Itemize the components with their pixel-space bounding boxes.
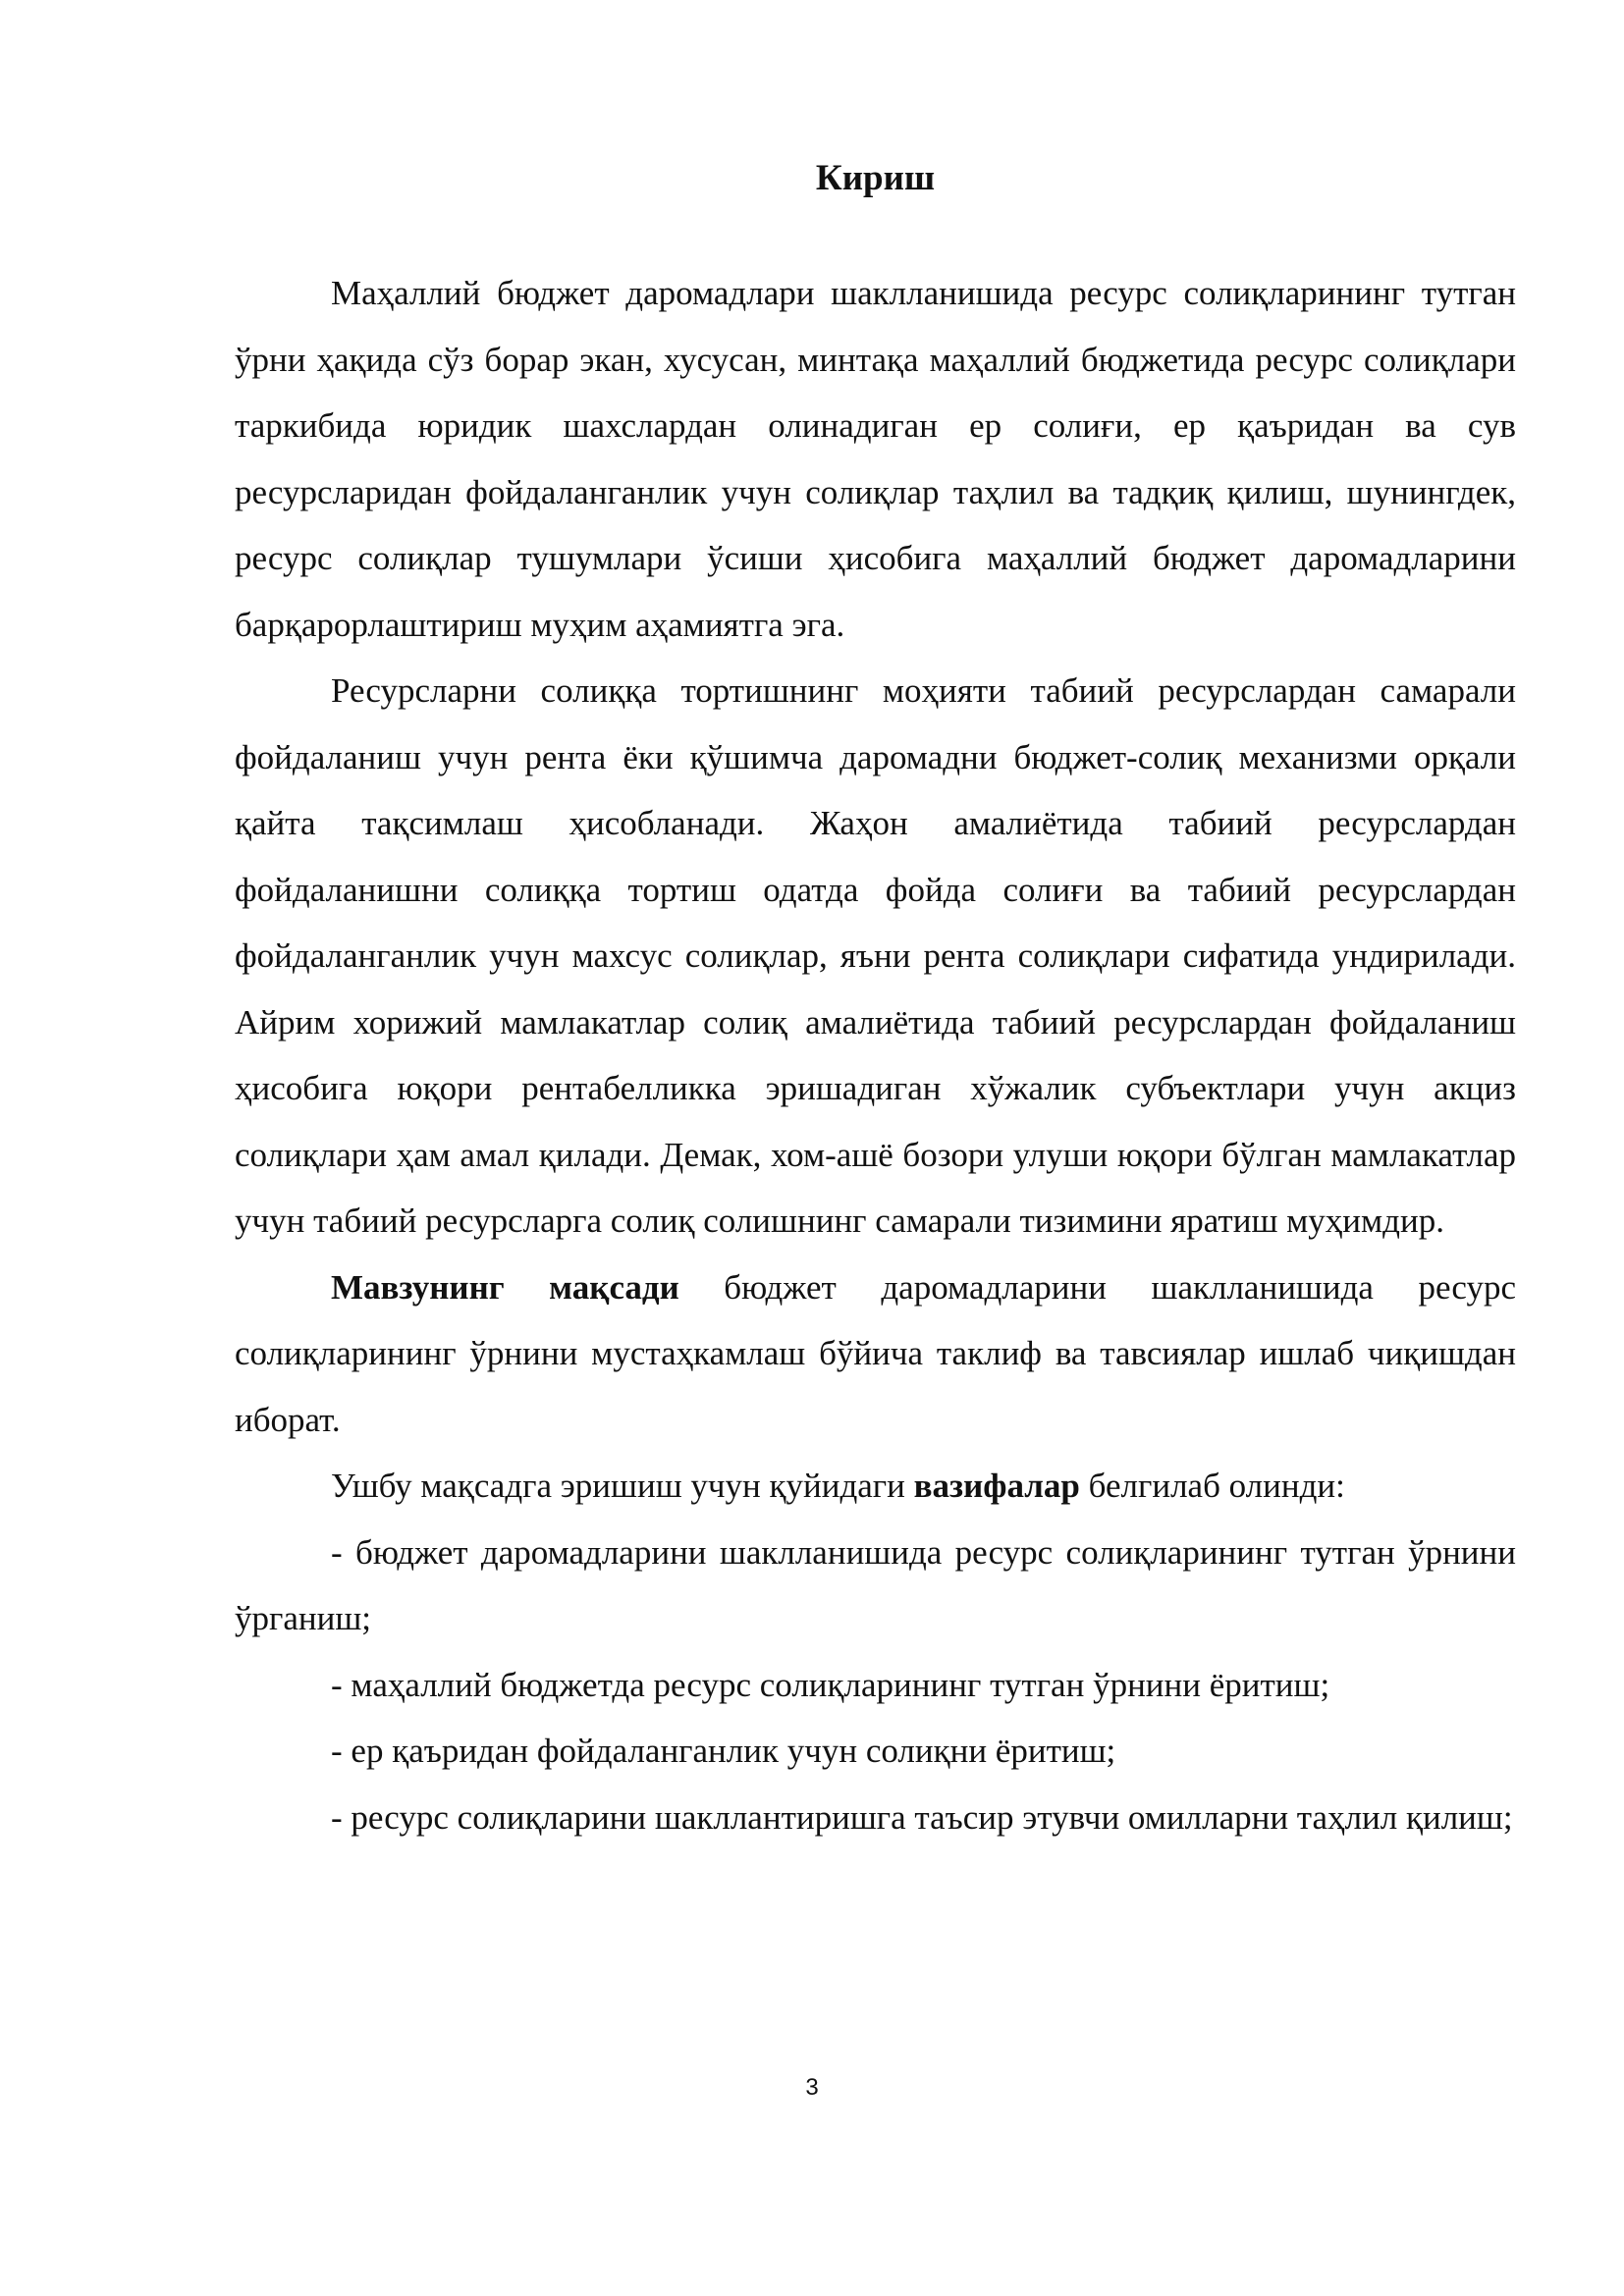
paragraph-tasks-intro [235,1453,1516,1520]
goal-label: Мавзунинг мақсади [331,1267,679,1307]
page-content [235,145,1516,1850]
tasks-label: вазифалар [913,1467,1080,1505]
paragraph-intro: Маҳаллий бюджет даромадлари шаклланишида ресурс солиқларининг тутган ўрни ҳақида сўз борар экан, хусусан, минтақа маҳаллий бюджетида ресурс солиқлари таркибида юридик шахслардан олинадиган ер солиғи, ер қаъридан ва сув ресурсларидан фойдаланганлик учун солиқлар таҳлил ва тадқиқ қилиш, шунингдек, ресурс солиқлар тушумлари ўсиши ҳисобига маҳаллий бюджет даромадларини барқарорлаштириш муҳим аҳамиятга эга. [235,274,1516,644]
task-item: - маҳаллий бюджетда ресурс солиқларининг тутган ўрнини ёритиш; [331,1665,1330,1704]
tasks-intro-after: белгилаб олинди: [1079,1467,1345,1505]
tasks-intro-before: Ушбу мақсадга эришиш учун қуйидаги [331,1467,914,1505]
section-title: Кириш [815,158,936,198]
task-item: - ресурс солиқларини шакллантиришга таъсир этувчи омилларни таҳлил қилиш; [331,1797,1513,1837]
paragraph-goal [235,1255,1516,1454]
task-item: - ер қаъридан фойдаланганлик учун солиқни ёритиш; [331,1732,1116,1770]
goal-text: бюджет даромадларини шаклланишида ресурс солиқларининг ўрнини мустаҳкамлаш бўйича таклиф ва тавсиялар ишлаб чиқишдан иборат. [235,1267,1516,1439]
task-item: - бюджет даромадларини шаклланишида ресурс солиқларининг тутган ўрнини ўрганиш; [235,1532,1516,1637]
page-number: 3 [805,2074,819,2101]
paragraph-resource-taxation: Ресурсларни солиққа тортишнинг моҳияти табиий ресурслардан самарали фойдаланиш учун рента ёки қўшимча даромадни бюджет-солиқ механизми орқали қайта тақсимлаш ҳисобланади. Жаҳон амалиётида табиий ресурслардан фойдаланишни солиққа тортиш одатда фойда солиғи ва табиий ресурслардан фойдаланганлик учун махсус солиқлар, яъни рента солиқлари сифатида ундирилади. Айрим хорижий мамлакатлар солиқ амалиётида табиий ресурслардан фойдаланиш ҳисобига юқори рентабелликка эришадиган хўжалик субъектлари учун акциз солиқлари ҳам амал қилади. Демак, хом-ашё бозори улуши юқори бўлган мамлакатлар учун табиий ресурсларга солиқ солишнинг самарали тизимини яратиш муҳимдир. [235,671,1516,1240]
